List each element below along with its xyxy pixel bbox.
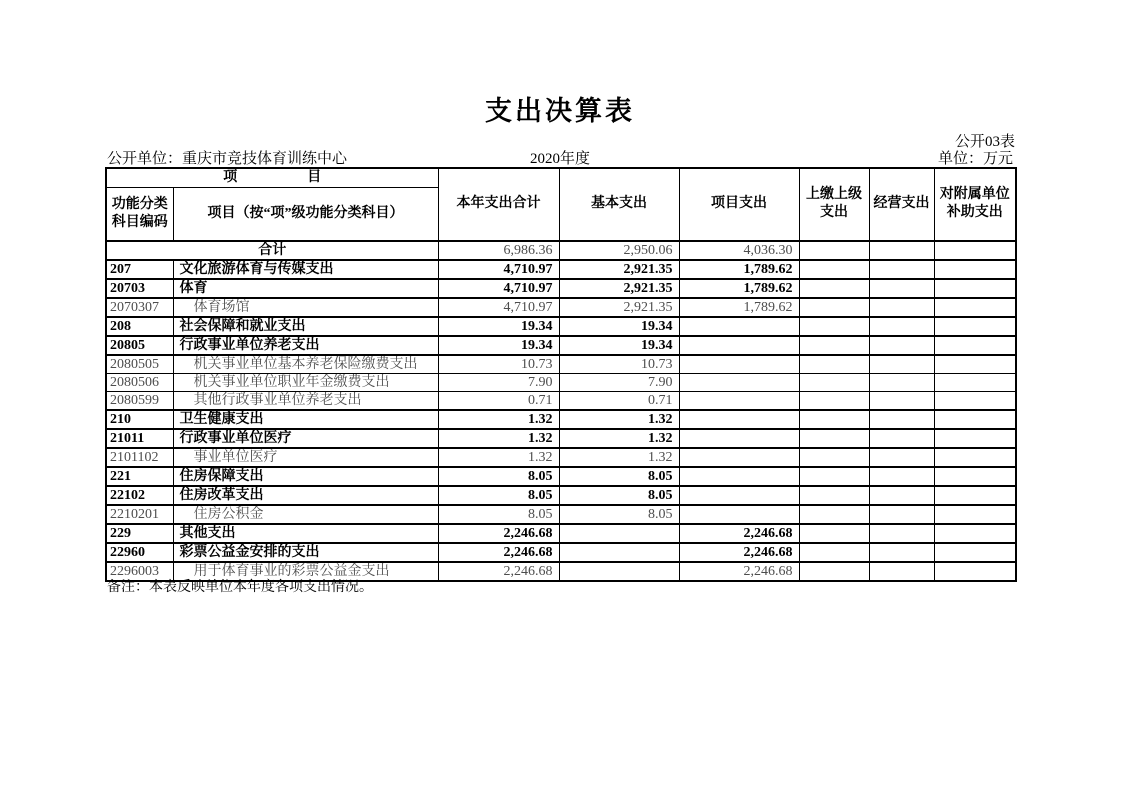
cell-total-expense: 1.32 (438, 429, 559, 448)
table-row (106, 505, 1016, 524)
cell-total-expense: 19.34 (438, 317, 559, 336)
year-label: 2020年度 (529, 151, 590, 167)
cell-subsidy-expense (934, 241, 1016, 260)
cell-upper-expense (799, 410, 869, 429)
cell-function-code: 2210201 (106, 505, 173, 524)
cell-basic-expense: 1.32 (559, 448, 679, 467)
table-row (106, 486, 1016, 505)
cell-project-expense (679, 317, 799, 336)
cell-project-expense (679, 391, 799, 410)
cell-item-name: 住房改革支出 (173, 486, 438, 505)
cell-function-code: 207 (106, 260, 173, 279)
cell-basic-expense (559, 543, 679, 562)
cell-total-expense: 2,246.68 (438, 543, 559, 562)
cell-function-code: 2080506 (106, 373, 173, 391)
expenditure-table (105, 167, 1017, 582)
cell-operating-expense (869, 410, 934, 429)
cell-operating-expense (869, 543, 934, 562)
cell-item-name: 体育 (173, 279, 438, 298)
cell-subsidy-expense (934, 486, 1016, 505)
cell-basic-expense: 2,921.35 (559, 260, 679, 279)
sheet-number-label: 公开03表 (954, 134, 1015, 150)
table-row (106, 543, 1016, 562)
cell-total-expense: 0.71 (438, 391, 559, 410)
cell-total-expense: 1.32 (438, 410, 559, 429)
cell-total-expense: 8.05 (438, 486, 559, 505)
cell-subsidy-expense (934, 448, 1016, 467)
cell-project-expense (679, 505, 799, 524)
cell-item-name: 行政事业单位养老支出 (173, 336, 438, 355)
cell-upper-expense (799, 505, 869, 524)
org-label: 公开单位：重庆市竞技体育训练中心 (107, 151, 348, 167)
cell-upper-expense (799, 467, 869, 486)
cell-item-name: 事业单位医疗 (173, 448, 438, 467)
page-title: 支出决算表 (485, 96, 635, 126)
cell-item-name: 用于体育事业的彩票公益金支出 (173, 562, 438, 581)
cell-total-expense: 4,710.97 (438, 279, 559, 298)
cell-subsidy-expense (934, 505, 1016, 524)
cell-basic-expense: 2,921.35 (559, 279, 679, 298)
unit-label: 单位：万元 (937, 151, 1013, 167)
cell-basic-expense: 8.05 (559, 486, 679, 505)
table-row (106, 298, 1016, 317)
cell-item-name: 社会保障和就业支出 (173, 317, 438, 336)
cell-total-expense: 7.90 (438, 373, 559, 391)
cell-subsidy-expense (934, 355, 1016, 374)
cell-total-expense: 8.05 (438, 467, 559, 486)
cell-operating-expense (869, 241, 934, 260)
cell-operating-expense (869, 448, 934, 467)
cell-subsidy-expense (934, 260, 1016, 279)
cell-project-expense (679, 448, 799, 467)
cell-basic-expense: 0.71 (559, 391, 679, 410)
cell-function-code: 210 (106, 410, 173, 429)
cell-basic-expense: 1.32 (559, 429, 679, 448)
cell-project-expense: 1,789.62 (679, 260, 799, 279)
cell-upper-expense (799, 448, 869, 467)
cell-function-code: 221 (106, 467, 173, 486)
cell-total-expense: 4,710.97 (438, 260, 559, 279)
cell-subsidy-expense (934, 336, 1016, 355)
cell-project-expense: 1,789.62 (679, 279, 799, 298)
cell-operating-expense (869, 373, 934, 391)
cell-subsidy-expense (934, 543, 1016, 562)
cell-subsidy-expense (934, 467, 1016, 486)
cell-project-expense (679, 429, 799, 448)
cell-operating-expense (869, 505, 934, 524)
cell-function-code: 2296003 (106, 562, 173, 581)
cell-subsidy-expense (934, 391, 1016, 410)
cell-total-expense: 6,986.36 (438, 241, 559, 260)
cell-upper-expense (799, 391, 869, 410)
cell-basic-expense: 7.90 (559, 373, 679, 391)
table-row (106, 279, 1016, 298)
cell-item-label: 合计 (106, 241, 438, 260)
cell-project-expense (679, 467, 799, 486)
cell-basic-expense: 8.05 (559, 505, 679, 524)
cell-basic-expense: 2,950.06 (559, 241, 679, 260)
cell-basic-expense: 19.34 (559, 317, 679, 336)
cell-project-expense: 2,246.68 (679, 524, 799, 543)
cell-item-name: 彩票公益金安排的支出 (173, 543, 438, 562)
cell-item-name: 行政事业单位医疗 (173, 429, 438, 448)
cell-total-expense: 19.34 (438, 336, 559, 355)
table-row (106, 429, 1016, 448)
cell-basic-expense: 2,921.35 (559, 298, 679, 317)
header-col-upper: 上缴上级支出 (799, 168, 869, 241)
cell-upper-expense (799, 562, 869, 581)
cell-function-code: 22960 (106, 543, 173, 562)
cell-total-expense: 8.05 (438, 505, 559, 524)
cell-basic-expense: 1.32 (559, 410, 679, 429)
cell-item-name: 住房保障支出 (173, 467, 438, 486)
cell-total-expense: 4,710.97 (438, 298, 559, 317)
cell-basic-expense: 8.05 (559, 467, 679, 486)
cell-operating-expense (869, 467, 934, 486)
cell-function-code: 229 (106, 524, 173, 543)
meta-row (105, 147, 1015, 166)
cell-function-code: 22102 (106, 486, 173, 505)
cell-item-name: 其他支出 (173, 524, 438, 543)
cell-operating-expense (869, 317, 934, 336)
cell-upper-expense (799, 241, 869, 260)
cell-subsidy-expense (934, 279, 1016, 298)
cell-project-expense (679, 486, 799, 505)
cell-operating-expense (869, 260, 934, 279)
header-col-project: 项目支出 (679, 168, 799, 241)
cell-function-code: 2080505 (106, 355, 173, 374)
table-body (106, 241, 1016, 581)
header-col-operating: 经营支出 (869, 168, 934, 241)
cell-project-expense (679, 373, 799, 391)
cell-operating-expense (869, 336, 934, 355)
cell-function-code: 208 (106, 317, 173, 336)
cell-upper-expense (799, 373, 869, 391)
footnote: 备注：本表反映单位本年度各项支出情况。 (107, 580, 373, 595)
table-row (106, 524, 1016, 543)
cell-upper-expense (799, 429, 869, 448)
cell-subsidy-expense (934, 562, 1016, 581)
cell-project-expense: 1,789.62 (679, 298, 799, 317)
cell-upper-expense (799, 317, 869, 336)
cell-operating-expense (869, 279, 934, 298)
cell-upper-expense (799, 260, 869, 279)
cell-subsidy-expense (934, 373, 1016, 391)
cell-function-code: 2080599 (106, 391, 173, 410)
cell-upper-expense (799, 298, 869, 317)
cell-upper-expense (799, 543, 869, 562)
table-row (106, 336, 1016, 355)
cell-project-expense (679, 410, 799, 429)
cell-operating-expense (869, 391, 934, 410)
table-row (106, 448, 1016, 467)
cell-basic-expense (559, 524, 679, 543)
table-row (106, 410, 1016, 429)
cell-total-expense: 2,246.68 (438, 562, 559, 581)
header-col-basic: 基本支出 (559, 168, 679, 241)
cell-operating-expense (869, 524, 934, 543)
cell-item-name: 机关事业单位基本养老保险缴费支出 (173, 355, 438, 374)
cell-function-code: 2070307 (106, 298, 173, 317)
table-row (106, 467, 1016, 486)
cell-item-name: 机关事业单位职业年金缴费支出 (173, 373, 438, 391)
header-col-subsidy: 对附属单位补助支出 (934, 168, 1016, 241)
cell-subsidy-expense (934, 524, 1016, 543)
header-group-row (106, 168, 1016, 188)
cell-upper-expense (799, 355, 869, 374)
cell-subsidy-expense (934, 410, 1016, 429)
table-row (106, 355, 1016, 374)
cell-function-code: 20805 (106, 336, 173, 355)
table-row (106, 260, 1016, 279)
cell-basic-expense (559, 562, 679, 581)
cell-subsidy-expense (934, 317, 1016, 336)
table-header (106, 168, 1016, 241)
header-project-group: 项 目 (106, 168, 438, 188)
table-row (106, 317, 1016, 336)
cell-project-expense (679, 336, 799, 355)
cell-project-expense (679, 355, 799, 374)
header-col-item: 项目（按“项”级功能分类科目） (173, 188, 438, 241)
cell-basic-expense: 19.34 (559, 336, 679, 355)
cell-operating-expense (869, 486, 934, 505)
cell-operating-expense (869, 298, 934, 317)
cell-function-code: 2101102 (106, 448, 173, 467)
cell-item-name: 体育场馆 (173, 298, 438, 317)
cell-function-code: 21011 (106, 429, 173, 448)
cell-operating-expense (869, 429, 934, 448)
cell-operating-expense (869, 562, 934, 581)
cell-item-name: 文化旅游体育与传媒支出 (173, 260, 438, 279)
cell-operating-expense (869, 355, 934, 374)
cell-item-name: 其他行政事业单位养老支出 (173, 391, 438, 410)
cell-total-expense: 2,246.68 (438, 524, 559, 543)
header-col-code: 功能分类科目编码 (106, 188, 173, 241)
table-row (106, 373, 1016, 391)
cell-total-expense: 10.73 (438, 355, 559, 374)
cell-upper-expense (799, 486, 869, 505)
cell-item-name: 卫生健康支出 (173, 410, 438, 429)
table-row (106, 391, 1016, 410)
cell-project-expense: 4,036.30 (679, 241, 799, 260)
cell-function-code: 20703 (106, 279, 173, 298)
cell-total-expense: 1.32 (438, 448, 559, 467)
cell-project-expense: 2,246.68 (679, 562, 799, 581)
cell-upper-expense (799, 336, 869, 355)
cell-basic-expense: 10.73 (559, 355, 679, 374)
cell-upper-expense (799, 279, 869, 298)
cell-project-expense: 2,246.68 (679, 543, 799, 562)
cell-subsidy-expense (934, 298, 1016, 317)
cell-item-name: 住房公积金 (173, 505, 438, 524)
cell-subsidy-expense (934, 429, 1016, 448)
header-col-total: 本年支出合计 (438, 168, 559, 241)
cell-upper-expense (799, 524, 869, 543)
table-row (106, 241, 1016, 260)
